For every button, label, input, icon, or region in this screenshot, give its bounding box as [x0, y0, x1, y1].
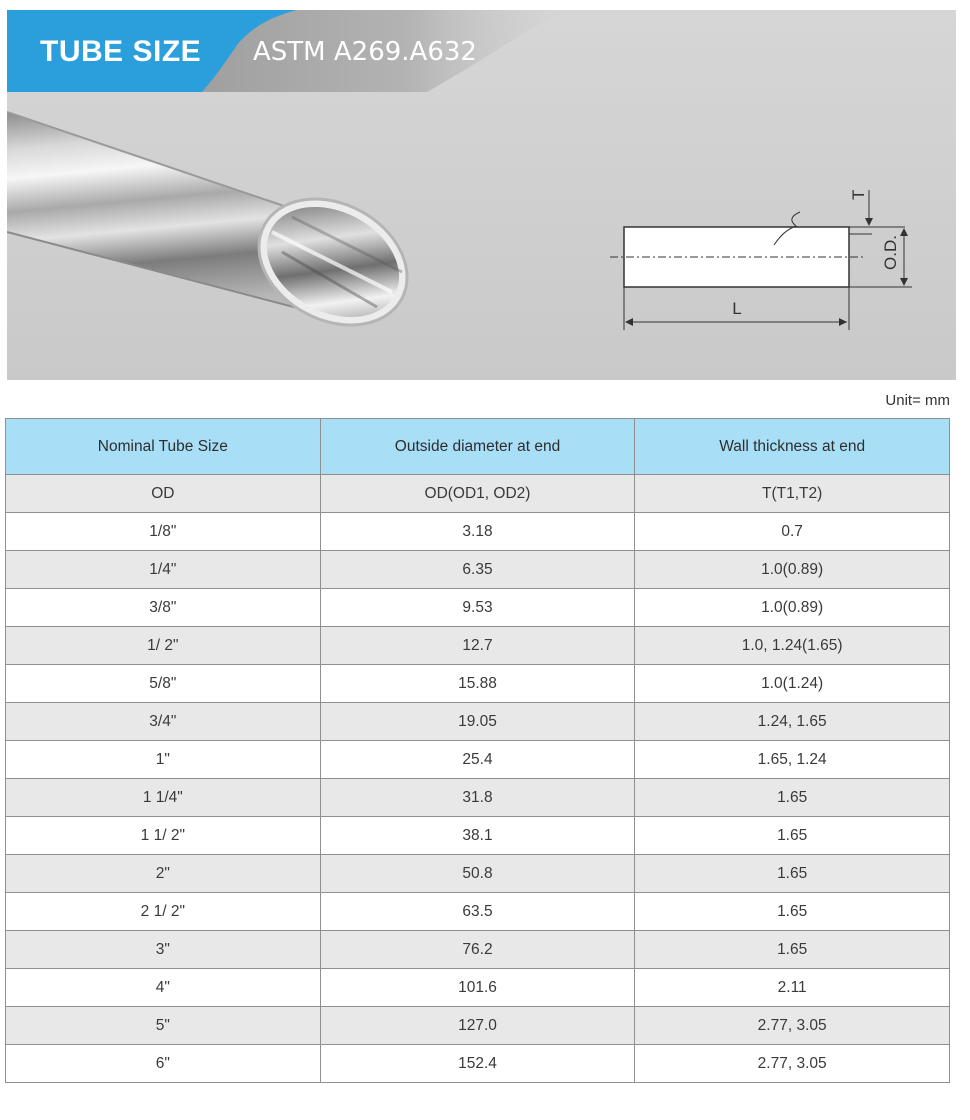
- wall-thickness-cell: 1.0(0.89): [635, 589, 950, 627]
- wall-thickness-cell: 1.65: [635, 779, 950, 817]
- l-dimension-label: L: [732, 299, 742, 318]
- nominal-size-cell: 3/8": [6, 589, 321, 627]
- nominal-size-cell: 5/8": [6, 665, 321, 703]
- tube-size-table: [5, 418, 950, 1083]
- tube-side-view: [624, 227, 849, 287]
- nominal-size-cell: 1/ 2": [6, 627, 321, 665]
- wall-thickness-cell: 0.7: [635, 513, 950, 551]
- tube-illustration: [7, 92, 477, 380]
- wall-thickness-cell: 1.0, 1.24(1.65): [635, 627, 950, 665]
- wall-thickness-cell: 2.77, 3.05: [635, 1007, 950, 1045]
- table-row: [6, 741, 950, 779]
- table-row: [6, 969, 950, 1007]
- nominal-size-cell: 1/4": [6, 551, 321, 589]
- outside-diameter-cell: 76.2: [320, 931, 635, 969]
- page-title: TUBE SIZE: [40, 35, 202, 68]
- outside-diameter-cell: 25.4: [320, 741, 635, 779]
- wall-thickness-cell: 1.65: [635, 855, 950, 893]
- outside-diameter-cell: 19.05: [320, 703, 635, 741]
- column-header-nominal-size: Nominal Tube Size: [6, 419, 321, 475]
- nominal-size-cell: 3/4": [6, 703, 321, 741]
- wall-thickness-cell: 1.65: [635, 817, 950, 855]
- nominal-size-cell: 1": [6, 741, 321, 779]
- wall-thickness-cell: 1.0(1.24): [635, 665, 950, 703]
- outside-diameter-cell: 31.8: [320, 779, 635, 817]
- nominal-size-cell: 1/8": [6, 513, 321, 551]
- standard-subtitle: ASTM A269.A632: [253, 37, 477, 67]
- nominal-size-cell: 1 1/ 2": [6, 817, 321, 855]
- wall-thickness-cell: 1.24, 1.65: [635, 703, 950, 741]
- wall-thickness-cell: 1.0(0.89): [635, 551, 950, 589]
- wall-thickness-cell: 2.11: [635, 969, 950, 1007]
- od-dimension-label: O.D.: [881, 235, 900, 270]
- table-row: [6, 627, 950, 665]
- outside-diameter-cell: 127.0: [320, 1007, 635, 1045]
- wall-thickness-cell: 2.77, 3.05: [635, 1045, 950, 1083]
- table-row: [6, 551, 950, 589]
- outside-diameter-cell: 63.5: [320, 893, 635, 931]
- nominal-size-cell: 6": [6, 1045, 321, 1083]
- outside-diameter-cell: 12.7: [320, 627, 635, 665]
- table-row: [6, 1007, 950, 1045]
- nominal-size-cell: 2": [6, 855, 321, 893]
- nominal-size-cell: 4": [6, 969, 321, 1007]
- table-row: [6, 855, 950, 893]
- nominal-size-cell: 1 1/4": [6, 779, 321, 817]
- outside-diameter-cell: OD(OD1, OD2): [320, 475, 635, 513]
- column-header-wall-thickness: Wall thickness at end: [635, 419, 950, 475]
- outside-diameter-cell: 15.88: [320, 665, 635, 703]
- banner: [7, 10, 956, 380]
- table-header-row: [6, 419, 950, 475]
- outside-diameter-cell: 3.18: [320, 513, 635, 551]
- unit-label: Unit= mm: [885, 392, 950, 409]
- outside-diameter-cell: 6.35: [320, 551, 635, 589]
- nominal-size-cell: 2 1/ 2": [6, 893, 321, 931]
- outside-diameter-cell: 50.8: [320, 855, 635, 893]
- wall-thickness-cell: 1.65, 1.24: [635, 741, 950, 779]
- table-row: [6, 475, 950, 513]
- outside-diameter-cell: 9.53: [320, 589, 635, 627]
- outside-diameter-cell: 38.1: [320, 817, 635, 855]
- table-row: [6, 931, 950, 969]
- table-row: [6, 1045, 950, 1083]
- table-row: [6, 893, 950, 931]
- tube-dimension-diagram: [602, 170, 932, 335]
- nominal-size-cell: 3": [6, 931, 321, 969]
- t-dimension-label: T: [849, 189, 868, 200]
- outside-diameter-cell: 152.4: [320, 1045, 635, 1083]
- table-row: [6, 779, 950, 817]
- wall-thickness-cell: 1.65: [635, 931, 950, 969]
- table-row: [6, 665, 950, 703]
- table-row: [6, 589, 950, 627]
- wall-thickness-cell: 1.65: [635, 893, 950, 931]
- outside-diameter-cell: 101.6: [320, 969, 635, 1007]
- column-header-outside-diameter: Outside diameter at end: [320, 419, 635, 475]
- nominal-size-cell: OD: [6, 475, 321, 513]
- table-row: [6, 817, 950, 855]
- nominal-size-cell: 5": [6, 1007, 321, 1045]
- table-row: [6, 703, 950, 741]
- table-row: [6, 513, 950, 551]
- table-body: [6, 475, 950, 1083]
- wall-thickness-cell: T(T1,T2): [635, 475, 950, 513]
